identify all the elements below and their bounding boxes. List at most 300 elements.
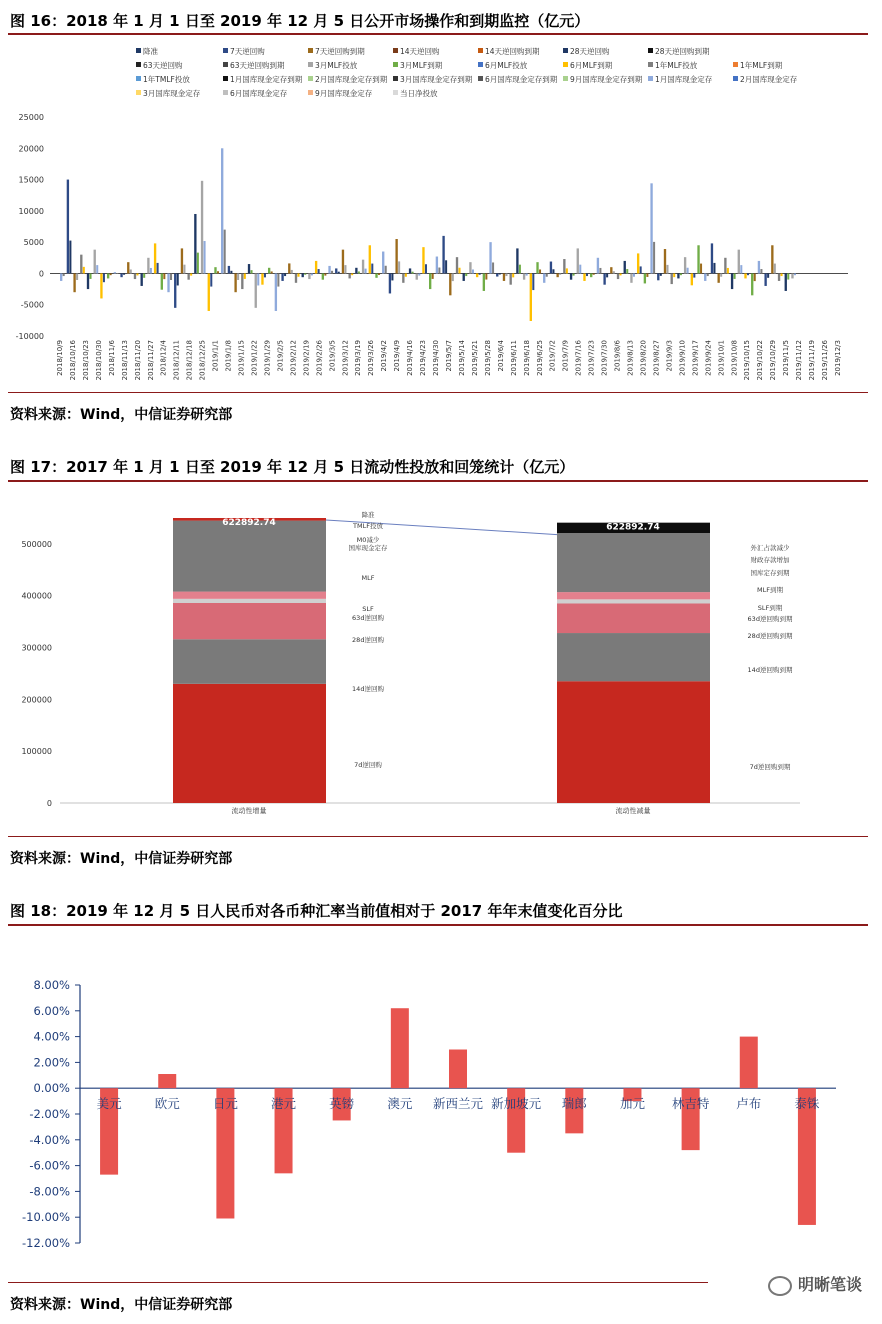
fig17-right-annotation: 7d逆回购到期 <box>749 763 791 771</box>
fig16-xtick-label: 2019/5/21 <box>470 340 479 376</box>
fig16-xtick-label: 2018/10/23 <box>81 340 90 381</box>
fig16-bar <box>181 248 183 273</box>
fig16-xtick-label: 2019/11/12 <box>795 340 804 381</box>
fig16-bar-secondary <box>640 266 642 273</box>
fig16-bar <box>100 273 102 298</box>
fig16-legend-label: 7天逆回购 <box>230 47 265 56</box>
fig16-bar <box>469 262 471 273</box>
fig16-bar <box>94 250 96 274</box>
fig16-xtick-label: 2019/5/7 <box>445 340 453 372</box>
fig16-bar <box>550 262 552 274</box>
fig16-bar-secondary <box>546 273 548 276</box>
fig16-bar-secondary <box>230 271 232 274</box>
fig16-bar <box>208 273 210 311</box>
fig16-xtick-label: 2019/11/19 <box>808 340 817 381</box>
fig16-legend-swatch <box>563 62 568 67</box>
fig18-chart <box>0 930 882 1270</box>
fig16-bar <box>764 273 766 286</box>
fig16-legend-swatch <box>223 76 228 81</box>
fig16-bar <box>785 273 787 291</box>
fig16-bar-secondary <box>244 273 246 278</box>
fig16-bar-secondary <box>499 273 501 274</box>
fig16-ytick-label: 15000 <box>18 175 44 185</box>
fig16-legend-label: 63天逆回购 <box>143 61 183 70</box>
fig16-bar <box>80 255 82 274</box>
fig16-bar <box>744 273 746 278</box>
fig16-bar-secondary <box>720 273 722 276</box>
fig16-legend-label: 6月国库现金定存 <box>230 89 288 98</box>
fig16-bar-secondary <box>559 273 561 274</box>
fig16-legend-swatch <box>563 76 568 81</box>
fig16-xtick-label: 2018/10/30 <box>94 340 103 381</box>
fig16-bar-secondary <box>358 271 360 273</box>
fig18-category-label: 澳元 <box>387 1096 413 1112</box>
fig17-right-annotation: 28d逆回购到期 <box>747 632 793 640</box>
fig16-xtick-label: 2019/4/9 <box>393 340 402 372</box>
fig16-bar-secondary <box>445 260 447 273</box>
fig16-bar <box>382 252 384 274</box>
fig16-bar <box>617 273 619 279</box>
fig18-ytick-label: 6.00% <box>33 1003 70 1018</box>
fig16-legend-swatch <box>136 62 141 67</box>
fig16-bar <box>87 273 89 289</box>
fig16-legend-label: 63天逆回购到期 <box>230 61 285 70</box>
fig17-left-annotation: 国库现金定存 <box>348 544 388 552</box>
fig16-legend <box>136 46 798 98</box>
fig16-bar-secondary <box>579 265 581 274</box>
fig16-xtick-label: 2019/8/13 <box>626 340 635 376</box>
fig16-bar-secondary <box>197 253 199 274</box>
fig16-bar-secondary <box>378 273 380 275</box>
fig16-bar <box>328 266 330 274</box>
fig16-bar <box>389 273 391 293</box>
fig16-bar <box>107 273 109 278</box>
fig16-xtick-label: 2019/4/16 <box>406 340 415 376</box>
fig16-bar-secondary <box>318 269 320 273</box>
fig16-bar-secondary <box>713 263 715 274</box>
fig16-xtick-label: 2019/4/30 <box>432 340 441 376</box>
fig16-bar-secondary <box>774 264 776 274</box>
fig16-bar-secondary <box>760 269 762 273</box>
fig16-xtick-label: 2018/11/13 <box>120 340 129 381</box>
fig16-xtick-label: 2019/6/18 <box>522 340 531 376</box>
fig16-legend-label: 3月国库现金定存到期 <box>400 75 473 84</box>
fig16-legend-label: 28天逆回购到期 <box>655 47 710 56</box>
fig18-ytick-label: 4.00% <box>33 1029 70 1044</box>
fig18-category-label: 瑞郎 <box>561 1096 587 1112</box>
fig16-xtick-label: 2019/9/17 <box>691 340 700 376</box>
fig16-xtick-label: 2019/6/4 <box>496 340 505 372</box>
fig16-bar <box>577 248 579 273</box>
fig16-xtick-label: 2019/10/22 <box>756 340 765 381</box>
fig16-bar-secondary <box>170 273 172 280</box>
fig17-left-segment <box>173 592 326 599</box>
fig16-legend-label: 1年MLF到期 <box>740 61 783 70</box>
fig16-legend-label: 6月MLF投放 <box>485 61 528 70</box>
fig16-xtick-label: 2018/11/6 <box>107 340 116 376</box>
fig16-legend-label: 7天逆回购到期 <box>315 47 365 56</box>
fig16-legend-swatch <box>648 76 653 81</box>
fig16-bar-secondary <box>298 273 300 276</box>
fig16-bar <box>530 273 532 321</box>
fig16-bar <box>234 273 236 292</box>
fig16-bar <box>275 273 277 311</box>
fig16-bar <box>302 273 304 277</box>
fig18-bar <box>158 1074 176 1088</box>
fig16-bar <box>409 268 411 273</box>
fig16-ytick-label: 5000 <box>23 238 44 248</box>
fig16-legend-swatch <box>136 48 141 53</box>
fig16-bar <box>375 273 377 277</box>
fig18-category-label: 林吉特 <box>671 1096 710 1112</box>
fig17-left-segment <box>173 684 326 803</box>
fig16-bar <box>671 273 673 284</box>
fig16-bar-secondary <box>90 273 92 278</box>
fig16-bar-secondary <box>150 268 152 273</box>
fig16-xtick-label: 2019/3/12 <box>341 340 350 376</box>
fig16-xtick-label: 2019/1/15 <box>237 340 246 376</box>
fig18-title: 图 18：2019 年 12 月 5 日人民币对各币种汇率当前值相对于 2017 年年末值变化百分比 <box>10 902 623 920</box>
fig16-xtick-label: 2019/6/25 <box>535 340 544 376</box>
fig16-bar <box>335 268 337 273</box>
fig16-ytick-label: 10000 <box>18 206 44 216</box>
fig16-bar <box>536 262 538 273</box>
fig17-ytick-label: 400000 <box>21 591 52 601</box>
fig16-bar <box>758 261 760 274</box>
fig16-xtick-label: 2019/1/29 <box>263 340 272 376</box>
fig16-bar <box>187 273 189 279</box>
fig16-bar-secondary <box>398 261 400 273</box>
fig16-bar <box>717 273 719 282</box>
fig16-bar <box>570 273 572 279</box>
fig16-bottom-rule <box>8 392 868 393</box>
fig16-bar <box>369 245 371 273</box>
fig16-bar <box>476 273 478 277</box>
fig17-left-annotation: 28d逆回购 <box>352 636 384 644</box>
fig16-xtick-label: 2018/10/9 <box>56 340 64 376</box>
fig16-bar-secondary <box>526 273 528 275</box>
fig16-bar <box>597 258 599 274</box>
fig17-xtick-label: 流动性减量 <box>615 807 651 815</box>
fig16-bar <box>442 236 444 274</box>
fig16-bar-secondary <box>452 273 454 281</box>
fig16-bar <box>449 273 451 295</box>
fig16-title-rule <box>8 33 868 35</box>
fig16-legend-label: 2月国库现金定存到期 <box>315 75 388 84</box>
fig16-bar-secondary <box>344 265 346 273</box>
fig16-bar-secondary <box>633 273 635 276</box>
fig16-bar <box>489 242 491 273</box>
fig18-ytick-label: -8.00% <box>29 1184 70 1199</box>
fig18-bar <box>740 1037 758 1089</box>
fig16-bar-secondary <box>693 273 695 277</box>
fig16-bar <box>67 180 69 274</box>
fig16-xtick-label: 2019/7/23 <box>587 340 596 376</box>
fig16-bar <box>563 259 565 273</box>
fig16-bar <box>650 183 652 273</box>
fig16-xtick-label: 2019/8/20 <box>639 340 648 376</box>
fig16-bar-secondary <box>459 268 461 274</box>
fig16-bar <box>60 273 62 281</box>
fig16-bar-secondary <box>539 269 541 273</box>
fig16-xtick-label: 2018/12/25 <box>198 340 207 381</box>
fig17-ytick-label: 0 <box>46 799 52 808</box>
fig18-category-label: 港元 <box>271 1096 297 1112</box>
fig16-bar-secondary <box>485 273 487 279</box>
fig16-xtick-label: 2019/5/28 <box>483 340 492 376</box>
fig18-ytick-label: -10.00% <box>22 1210 70 1225</box>
fig16-bar-secondary <box>257 273 259 285</box>
wechat-icon <box>768 1276 792 1296</box>
fig18-category-label: 卢布 <box>736 1096 762 1112</box>
fig16-bar <box>637 253 639 273</box>
fig16-xtick-label: 2019/2/26 <box>315 340 324 376</box>
fig18-ytick-label: 2.00% <box>33 1055 70 1070</box>
fig16-bar-secondary <box>264 273 266 277</box>
fig16-xtick-label: 2018/12/4 <box>159 340 168 376</box>
fig17-left-annotation: TMLF投放 <box>353 522 383 530</box>
fig17-right-annotation: 63d逆回购到期 <box>747 615 793 623</box>
fig17-right-annotation: 国库定存到期 <box>750 569 790 577</box>
fig16-xtick-label: 2019/10/1 <box>717 340 726 376</box>
fig16-bars <box>60 148 796 321</box>
fig18-category-label: 日元 <box>212 1096 238 1112</box>
fig16-xtick-label: 2019/3/19 <box>354 340 363 376</box>
fig16-bar <box>791 273 793 278</box>
fig16-xtick-label: 2019/10/15 <box>743 340 752 381</box>
fig16-bar-secondary <box>613 271 615 273</box>
fig16-legend-swatch <box>733 76 738 81</box>
fig16-legend-swatch <box>393 76 398 81</box>
fig16-bar-secondary <box>754 273 756 281</box>
fig16-xtick-label: 2018/11/20 <box>133 340 142 381</box>
fig16-legend-swatch <box>308 90 313 95</box>
fig16-ytick-label: 0 <box>38 269 44 279</box>
fig16-bar-secondary <box>687 268 689 274</box>
fig16-bar-secondary <box>653 242 655 274</box>
watermark-text: 明晰笔谈 <box>797 1275 862 1294</box>
fig16-xtick-label: 2019/9/10 <box>678 340 687 376</box>
fig16-bar-secondary <box>465 273 467 276</box>
fig16-xtick-label: 2019/10/29 <box>769 340 778 381</box>
fig16-xtick-label: 2019/6/11 <box>509 340 518 376</box>
fig16-xtick-label: 2019/8/27 <box>652 340 661 376</box>
fig16-bar <box>543 273 545 282</box>
fig16-y-axis <box>16 113 848 341</box>
fig16-bar-secondary <box>673 273 675 277</box>
fig16-bar-secondary <box>552 269 554 273</box>
fig16-legend-swatch <box>563 48 568 53</box>
fig16-xtick-label: 2019/11/5 <box>782 340 791 376</box>
fig16-xtick-label: 2019/1/8 <box>224 340 233 372</box>
fig16-bar-secondary <box>707 273 709 276</box>
fig16-xtick-label: 2019/11/26 <box>821 340 830 381</box>
fig16-xtick-label: 2019/2/19 <box>302 340 311 376</box>
fig16-bar-secondary <box>271 271 273 273</box>
fig16-legend-label: 6月MLF到期 <box>570 61 613 70</box>
fig16-legend-label: 14天逆回购 <box>400 47 440 56</box>
fig16-xtick-label: 2019/4/23 <box>419 340 428 376</box>
fig16-bar <box>395 239 397 273</box>
fig16-legend-label: 1月国库现金定存到期 <box>230 75 303 84</box>
fig16-bar <box>496 273 498 276</box>
fig16-xtick-label: 2019/2/12 <box>289 340 298 376</box>
fig16-legend-label: 3月MLF投放 <box>315 61 358 70</box>
fig17-ytick-label: 500000 <box>21 539 52 549</box>
fig16-bar <box>583 273 585 281</box>
fig16-bar-secondary <box>519 265 521 274</box>
fig17-right-segment <box>557 633 710 681</box>
fig16-xtick-label: 2019/8/6 <box>613 340 622 372</box>
fig16-bar-secondary <box>747 273 749 275</box>
fig16-bar-secondary <box>190 273 192 275</box>
fig16-bar <box>556 273 558 277</box>
fig16-bar <box>295 273 297 282</box>
fig16-bar-secondary <box>479 273 481 274</box>
fig16-legend-swatch <box>223 62 228 67</box>
fig16-bar <box>147 258 149 274</box>
fig16-bar <box>590 273 592 277</box>
fig17-ytick-label: 200000 <box>21 695 52 705</box>
fig16-bar-secondary <box>418 273 420 275</box>
fig18-category-label: 美元 <box>96 1096 122 1112</box>
fig16-bar <box>691 273 693 285</box>
fig16-bar-secondary <box>512 273 514 277</box>
fig16-bar-secondary <box>291 270 293 274</box>
fig16-bar <box>154 243 156 273</box>
fig16-bar <box>664 249 666 273</box>
fig16-bar-secondary <box>767 273 769 277</box>
fig16-bar <box>436 257 438 274</box>
fig16-bar <box>684 257 686 273</box>
fig16-bar-secondary <box>586 273 588 276</box>
fig18-bottom-rule <box>8 1282 708 1283</box>
fig16-bar-secondary <box>103 273 105 282</box>
fig16-xtick-label: 2019/7/16 <box>574 340 583 376</box>
fig16-legend-label: 28天逆回购 <box>570 47 610 56</box>
fig16-bar <box>771 245 773 273</box>
fig17-xtick-label: 流动性增量 <box>231 807 267 815</box>
fig16-bar <box>261 273 263 284</box>
fig16-bar-secondary <box>472 269 474 273</box>
fig16-bar-secondary <box>532 273 534 290</box>
fig16-bar <box>248 264 250 273</box>
fig16-legend-swatch <box>136 76 141 81</box>
fig16-xtick-label: 2019/7/9 <box>561 340 570 372</box>
fig16-bar <box>697 245 699 273</box>
fig16-bar-secondary <box>794 273 796 275</box>
fig16-bar <box>308 273 310 279</box>
fig18-title-rule <box>8 924 868 926</box>
fig16-bar-secondary <box>425 264 427 273</box>
fig16-bar-secondary <box>505 273 507 276</box>
fig16-legend-swatch <box>478 48 483 53</box>
fig17-left-annotation: 63d逆回购 <box>352 614 384 622</box>
fig16-bar <box>134 273 136 279</box>
fig16-bar <box>114 272 116 273</box>
fig16-xtick-label: 2018/11/27 <box>146 340 155 381</box>
fig16-legend-swatch <box>393 48 398 53</box>
fig16-bar <box>342 250 344 274</box>
fig16-bar <box>523 273 525 279</box>
fig18-ytick-label: -6.00% <box>29 1158 70 1173</box>
fig18-ytick-label: -4.00% <box>29 1132 70 1147</box>
fig17-right-segment <box>557 604 710 634</box>
fig16-bar <box>268 268 270 274</box>
fig16-legend-label: 14天逆回购到期 <box>485 47 540 56</box>
fig16-xtick-label: 2019/5/14 <box>457 340 466 376</box>
fig16-xtick-label: 2019/9/3 <box>665 340 674 372</box>
fig16-xtick-label: 2019/7/2 <box>548 340 557 372</box>
fig17-source: 资料来源：Wind，中信证券研究部 <box>10 851 233 867</box>
fig16-bar-secondary <box>438 268 440 274</box>
fig16-bar-secondary <box>177 273 179 285</box>
fig16-bar <box>751 273 753 295</box>
fig16-bar-secondary <box>69 241 71 274</box>
fig16-bar-secondary <box>365 269 367 274</box>
fig16-bar-secondary <box>573 273 575 275</box>
fig16-bar-secondary <box>700 264 702 274</box>
fig16-bar <box>738 250 740 274</box>
fig16-bar <box>711 243 713 273</box>
fig16-ytick-label: -5000 <box>20 300 44 310</box>
fig16-bar-secondary <box>116 273 118 274</box>
fig16-bar <box>483 273 485 291</box>
fig16-xtick-label: 2019/7/30 <box>600 340 609 376</box>
fig16-legend-label: 1年MLF投放 <box>655 61 698 70</box>
fig16-bar-secondary <box>412 272 414 274</box>
fig16-legend-label: 当日净投放 <box>400 89 438 98</box>
fig16-bar <box>228 266 230 274</box>
fig18-category-label: 欧元 <box>154 1096 180 1112</box>
fig17-right-annotation: 外汇占款减少 <box>750 544 790 552</box>
fig16-bar <box>194 214 196 273</box>
fig16-bar <box>463 273 465 281</box>
fig16-bar <box>161 273 163 289</box>
fig17-right-total-label: 622892.74 <box>606 522 660 533</box>
fig18-bar <box>449 1050 467 1089</box>
fig16-bar <box>288 263 290 273</box>
fig16-bar <box>704 273 706 281</box>
fig16-bar-secondary <box>324 273 326 275</box>
fig16-legend-swatch <box>478 76 483 81</box>
fig18-ytick-label: -12.00% <box>22 1236 70 1250</box>
fig16-legend-swatch <box>308 76 313 81</box>
fig16-bar <box>167 273 169 292</box>
fig16-bar-secondary <box>311 273 313 275</box>
fig16-bar-secondary <box>224 230 226 274</box>
fig16-bar <box>127 262 129 273</box>
fig16-bar-secondary <box>646 273 648 277</box>
fig16-bar <box>255 273 257 307</box>
fig16-title: 图 16：2018 年 1 月 1 日至 2019 年 12 月 5 日公开市场操作和到期监控（亿元） <box>10 12 590 30</box>
fig16-bar <box>510 273 512 284</box>
fig16-bar-secondary <box>143 273 145 277</box>
fig18-category-label: 泰铢 <box>794 1096 820 1112</box>
fig16-xtick-label: 2019/2/5 <box>276 340 285 372</box>
fig16-xtick-label: 2018/12/11 <box>172 340 181 381</box>
fig16-bar <box>677 273 679 278</box>
fig17-left-annotation: M0减少 <box>356 536 380 544</box>
fig16-legend-swatch <box>136 90 141 95</box>
fig16-xtick-label: 2019/1/1 <box>211 340 220 372</box>
fig16-bar-secondary <box>136 273 138 275</box>
fig17-right-segment <box>557 533 710 592</box>
fig16-bar-secondary <box>163 273 165 279</box>
fig16-bar-secondary <box>371 264 373 274</box>
fig16-bar <box>416 273 418 279</box>
fig16-legend-label: 3月国库现金定存 <box>143 89 201 98</box>
